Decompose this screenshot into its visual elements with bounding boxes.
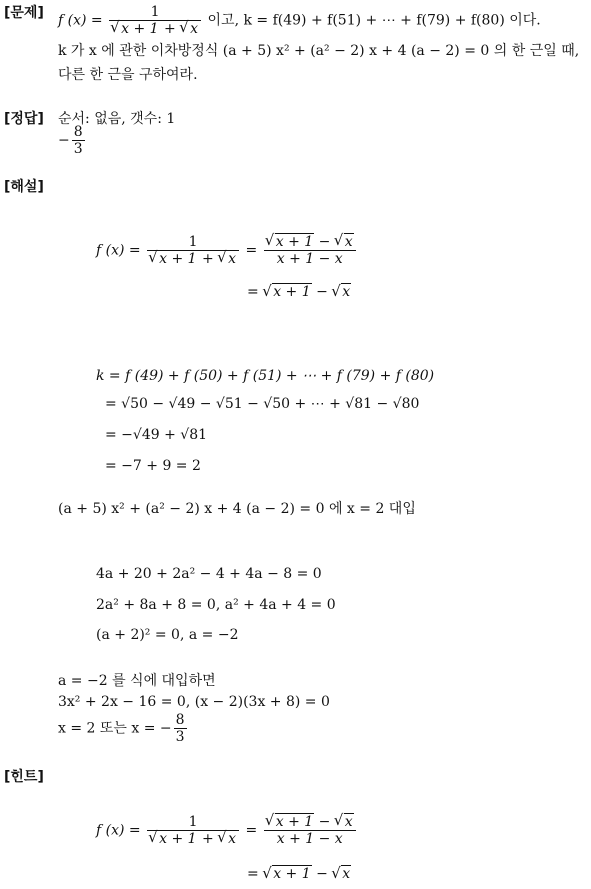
solution-k-line-2: = √50 − √49 − √51 − √50 + ⋯ + √81 − √80 [105, 396, 420, 412]
solution-heading: [해설] [4, 179, 44, 195]
solution-eq-1: 4a + 20 + 2a² − 4 + 4a − 8 = 0 [96, 566, 322, 582]
solution-result-1: a = −2 를 식에 대입하면 [58, 673, 216, 689]
hint-fx-line-1: f (x) = 1 √ x + 1 + √ x = √ $\frac{x + 1 - √ x}{x + 1 - x}$ [96, 814, 358, 847]
solution-fx-line-2: = √ x + 1 − √ x [247, 284, 351, 300]
solution-k-line-4: = −7 + 9 = 2 [105, 458, 201, 474]
solution-k-line-3: = −√49 + √81 [105, 427, 208, 443]
problem-line-3: 다른 한 근을 구하여라. [58, 67, 198, 83]
solution-k-line-1: k = f (49) + f (50) + f (51) + ⋯ + f (79) + f (80) [96, 368, 435, 384]
hint-fx-line-2: = √ x + 1 − √ x [247, 866, 351, 882]
problem-fraction: 1 √ x + 1 + √ x [109, 4, 201, 37]
answer-value: − $\frac{8}{3}$ [58, 124, 83, 157]
solution-eq-3: (a + 2)² = 0, a = −2 [96, 627, 239, 643]
solution-result-3: x = 2 또는 x = − $\frac{8}{3}$ [58, 712, 185, 745]
hint-heading: [힌트] [4, 769, 44, 785]
solution-substitute: (a + 5) x² + (a² − 2) x + 4 (a − 2) = 0 에 x = 2 대입 [58, 501, 416, 517]
problem-line-1: f (x) = 1 √ x + 1 + √ x 이고, k = f(49) + f(51) + ⋯ + f(79) + f(80) 이다. [58, 4, 541, 37]
solution-fx-line-1: f (x) = 1 √ x + 1 + √ x = √ $\frac{x + 1 - √ x}{x + 1 - x}$ [96, 234, 358, 267]
solution-result-2: 3x² + 2x − 16 = 0, (x − 2)(3x + 8) = 0 [58, 694, 330, 710]
problem-line-2: k 가 x 에 관한 이차방정식 (a + 5) x² + (a² − 2) x + 4 (a − 2) = 0 의 한 근일 때, [58, 43, 580, 59]
answer-meta: 순서: 없음, 갯수: 1 [58, 111, 176, 127]
problem-heading: [문제] [4, 5, 44, 21]
answer-heading: [정답] [4, 111, 44, 127]
solution-eq-2: 2a² + 8a + 8 = 0, a² + 4a + 4 = 0 [96, 597, 336, 613]
